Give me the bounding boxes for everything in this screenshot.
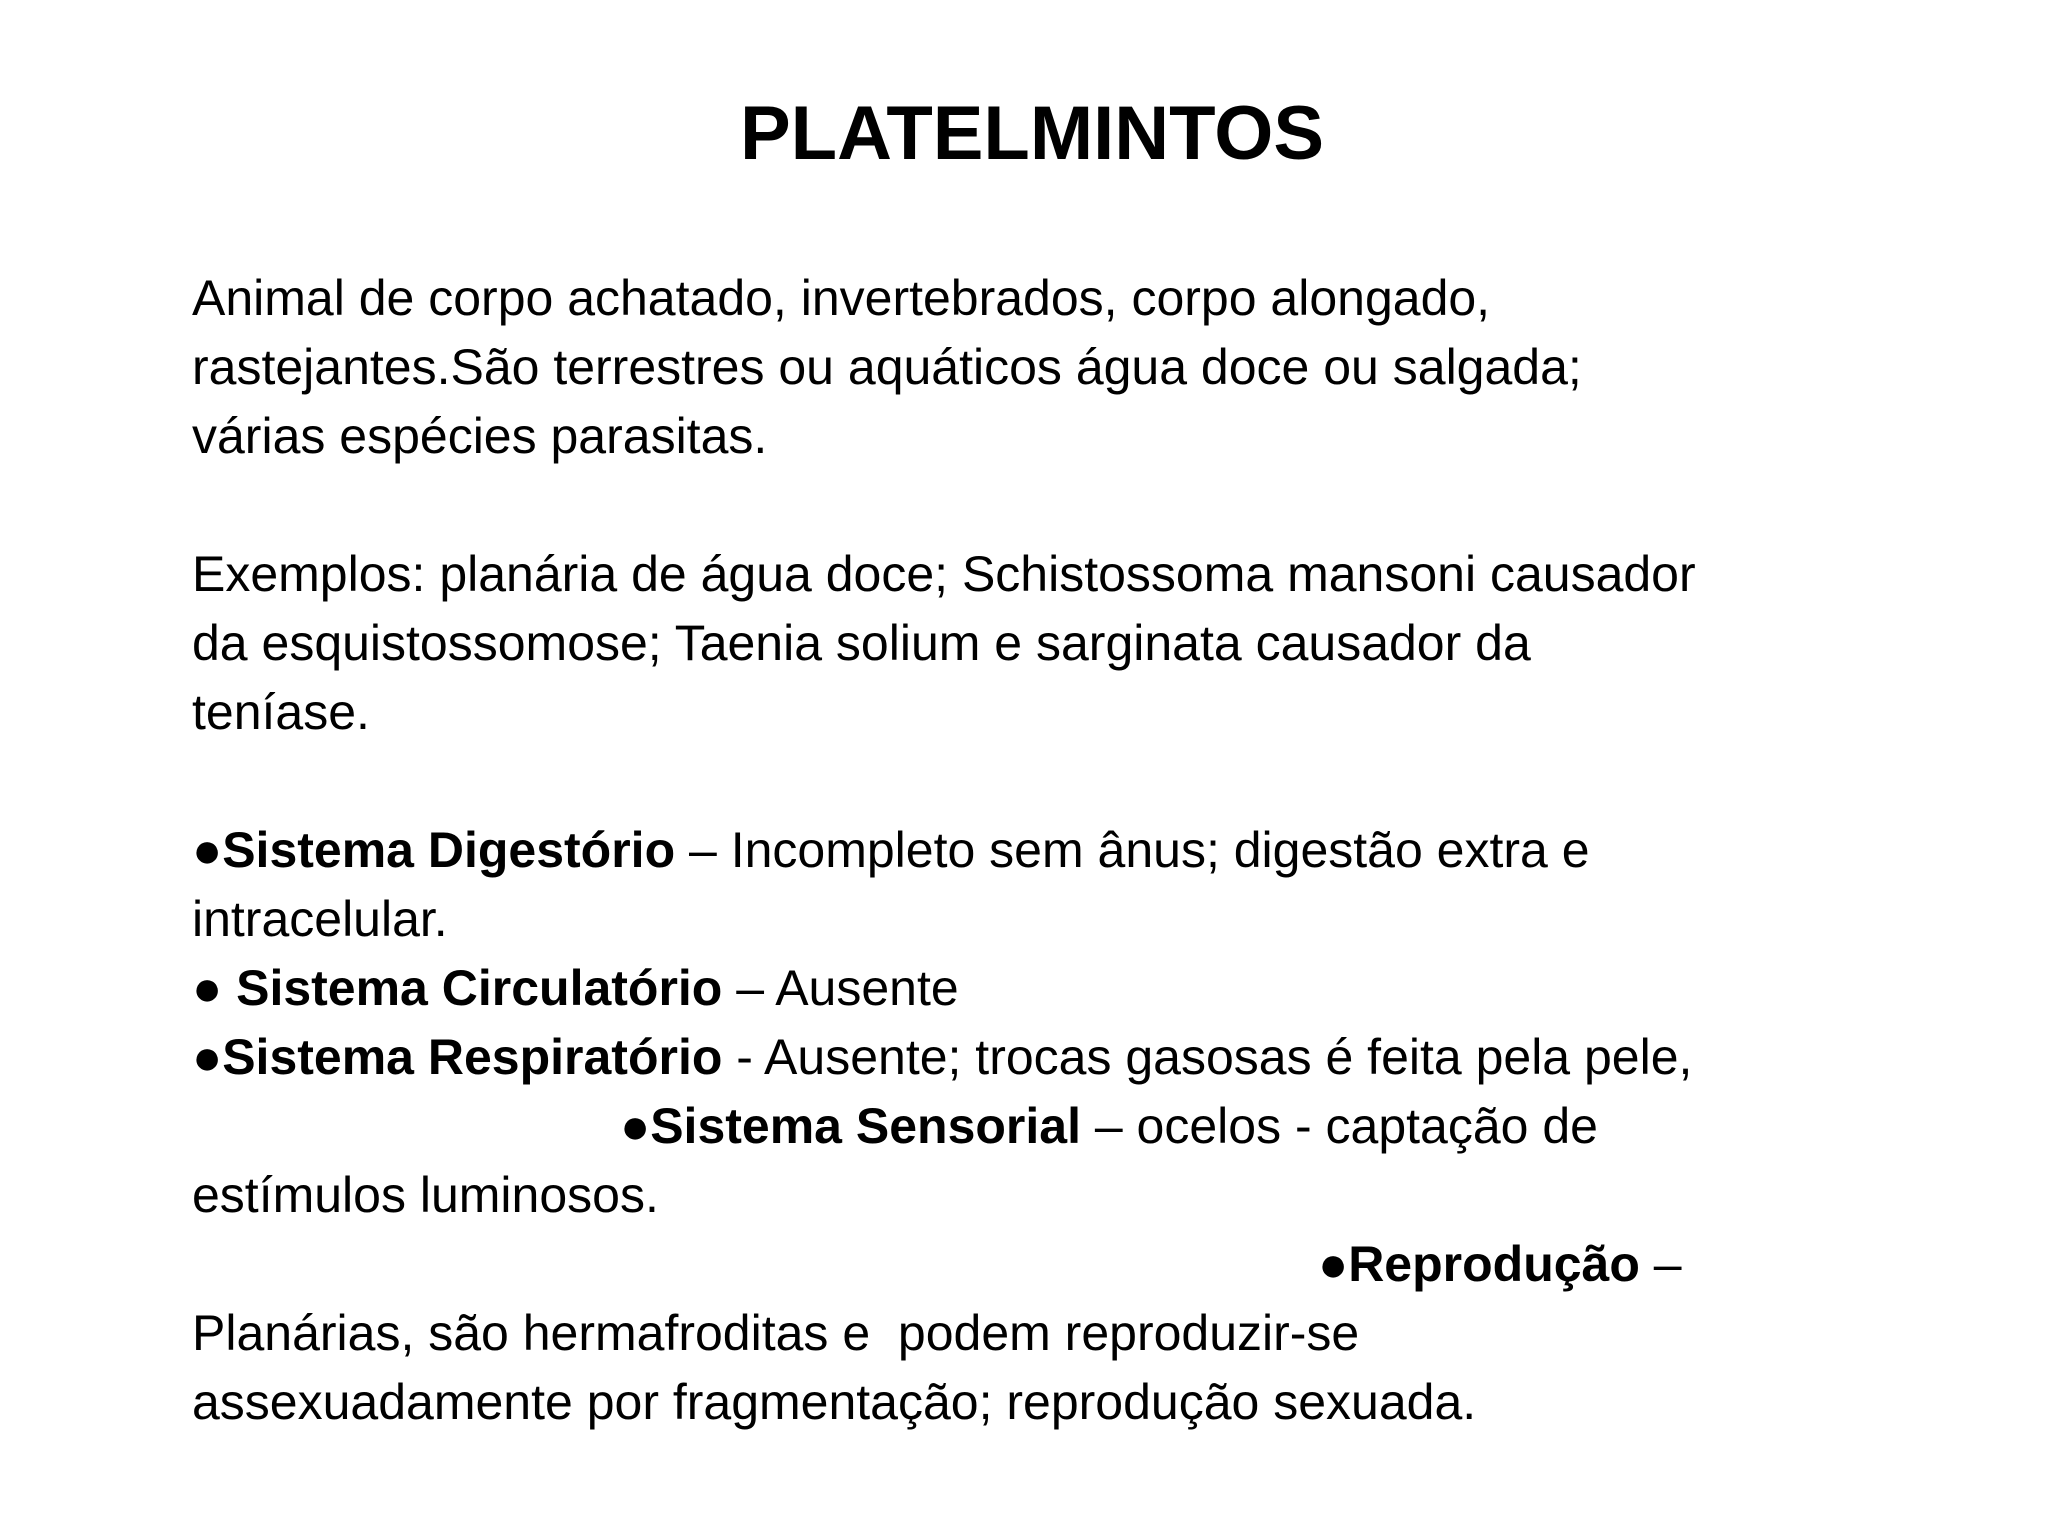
spacer xyxy=(192,471,1952,540)
slide-title: PLATELMINTOS xyxy=(739,91,1325,176)
bullet-icon: ● xyxy=(620,1098,651,1154)
respiratory-system-text: - Ausente; trocas gasosas é feita pela pele, xyxy=(722,1029,1693,1085)
reproduction-label: Reprodução xyxy=(1348,1236,1640,1292)
sensory-system-item xyxy=(192,1092,1952,1161)
examples-line-2: da esquistossomose; Taenia solium e sarginata causador da xyxy=(192,615,1531,671)
respiratory-system-item xyxy=(192,1023,1952,1092)
examples-line-1: Exemplos: planária de água doce; Schistossoma mansoni causador xyxy=(192,546,1696,602)
intro-line-2: rastejantes.São terrestres ou aquáticos água doce ou salgada; xyxy=(192,339,1582,395)
spacer xyxy=(192,747,1952,816)
digestive-system-item xyxy=(192,816,1952,885)
circulatory-system-item xyxy=(192,954,1952,1023)
digestive-system-text-cont: intracelular. xyxy=(192,891,448,947)
bullet-icon: ● xyxy=(1318,1236,1349,1292)
reproduction-text-2: assexuadamente por fragmentação; reprodução sexuada. xyxy=(192,1374,1477,1430)
reproduction-text-1: Planárias, são hermafroditas e podem reproduzir-se xyxy=(192,1305,1360,1361)
intro-line-1: Animal de corpo achatado, invertebrados, corpo alongado, xyxy=(192,270,1491,326)
digestive-system-text: – Incompleto sem ânus; digestão extra e xyxy=(675,822,1590,878)
slide-body xyxy=(192,264,1952,1437)
sensory-system-text: – ocelos - captação de xyxy=(1080,1098,1598,1154)
circulatory-system-label: Sistema Circulatório xyxy=(236,960,723,1016)
examples-line-3: teníase. xyxy=(192,684,370,740)
intro-line-3: várias espécies parasitas. xyxy=(192,408,768,464)
bullet-icon: ● xyxy=(192,960,237,1016)
bullet-icon: ● xyxy=(192,822,223,878)
sensory-system-label: Sistema Sensorial xyxy=(650,1098,1081,1154)
respiratory-system-label: Sistema Respiratório xyxy=(222,1029,723,1085)
bullet-icon: ● xyxy=(192,1029,223,1085)
reproduction-dash: – xyxy=(1639,1236,1682,1292)
reproduction-item xyxy=(192,1230,1952,1299)
circulatory-system-text: – Ausente xyxy=(722,960,959,1016)
digestive-system-label: Sistema Digestório xyxy=(222,822,676,878)
sensory-system-text-cont: estímulos luminosos. xyxy=(192,1167,659,1223)
